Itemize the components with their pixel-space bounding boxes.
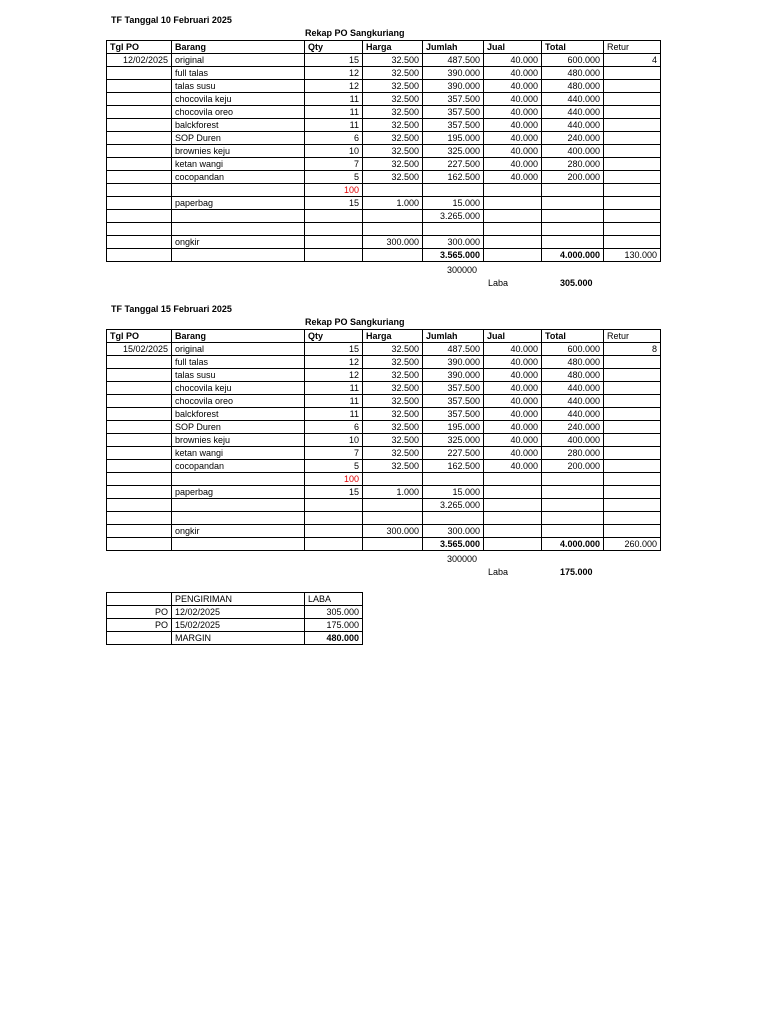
summary-header-laba: LABA (305, 593, 363, 606)
paperbag-jumlah: 15.000 (423, 486, 484, 499)
cell-qty: 12 (305, 369, 363, 382)
ongkir-jumlah: 300.000 (423, 236, 484, 249)
cell-tgl (107, 93, 172, 106)
cell-barang: full talas (172, 356, 305, 369)
cell-jumlah: 390.000 (423, 67, 484, 80)
table-row (107, 421, 661, 434)
table-row (107, 54, 661, 67)
cell-qty: 7 (305, 447, 363, 460)
empty-row (107, 223, 661, 236)
cell-jumlah: 390.000 (423, 80, 484, 93)
paperbag-row (107, 197, 661, 210)
summary-header-row (107, 593, 363, 606)
summary-row (107, 619, 363, 632)
cell-jumlah: 487.500 (423, 343, 484, 356)
cell-barang: ketan wangi (172, 447, 305, 460)
summary-prefix: PO (107, 606, 172, 619)
cell-jual: 40.000 (484, 67, 542, 80)
cell-retur (604, 447, 661, 460)
cell-total: 440.000 (542, 408, 604, 421)
po-table-body (107, 330, 661, 473)
cell-retur (604, 382, 661, 395)
cell-qty: 12 (305, 356, 363, 369)
cell-harga: 32.500 (363, 132, 423, 145)
cell-harga: 32.500 (363, 421, 423, 434)
cell-total: 480.000 (542, 369, 604, 382)
ongkir-label: ongkir (172, 236, 305, 249)
ongkir-label: ongkir (172, 525, 305, 538)
cell-tgl (107, 171, 172, 184)
table-row (107, 356, 661, 369)
cell-jual: 40.000 (484, 54, 542, 67)
cell-jual: 40.000 (484, 447, 542, 460)
cell-qty: 15 (305, 54, 363, 67)
margin-label: MARGIN (172, 632, 305, 645)
header-jumlah: Jumlah (423, 330, 484, 343)
grand-total-row (107, 249, 661, 262)
table-row (107, 93, 661, 106)
cell-harga: 32.500 (363, 447, 423, 460)
cell-qty: 11 (305, 408, 363, 421)
cell-jumlah: 325.000 (423, 145, 484, 158)
cell-qty: 6 (305, 421, 363, 434)
cell-retur (604, 119, 661, 132)
transfer-title: TF Tanggal 10 Februari 2025 (111, 15, 232, 25)
header-retur: Retur (604, 330, 661, 343)
grand-total: 3.565.000 (423, 249, 484, 262)
table-row (107, 434, 661, 447)
cell-retur (604, 80, 661, 93)
cell-jumlah: 357.500 (423, 93, 484, 106)
cell-jumlah: 487.500 (423, 54, 484, 67)
cell-harga: 32.500 (363, 395, 423, 408)
cell-jumlah: 357.500 (423, 382, 484, 395)
header-tgl-po: Tgl PO (107, 41, 172, 54)
cell-barang: SOP Duren (172, 421, 305, 434)
cell-qty: 11 (305, 93, 363, 106)
cell-jumlah: 357.500 (423, 408, 484, 421)
cell-qty: 5 (305, 460, 363, 473)
cell-jual: 40.000 (484, 421, 542, 434)
cell-barang: original (172, 343, 305, 356)
cell-retur (604, 434, 661, 447)
cell-retur (604, 369, 661, 382)
paperbag-jumlah: 15.000 (423, 197, 484, 210)
cell-tgl (107, 421, 172, 434)
po-table (106, 329, 661, 551)
cell-retur (604, 460, 661, 473)
cell-jumlah: 195.000 (423, 421, 484, 434)
cell-jual: 40.000 (484, 171, 542, 184)
summary-table (106, 592, 363, 645)
cell-tgl (107, 119, 172, 132)
summary-margin-row (107, 632, 363, 645)
cell-jual: 40.000 (484, 145, 542, 158)
cell-barang: chocovila keju (172, 382, 305, 395)
subtotal-row (107, 499, 661, 512)
cell-jumlah: 227.500 (423, 158, 484, 171)
cell-jumlah: 357.500 (423, 395, 484, 408)
summary-header-blank (107, 593, 172, 606)
cell-tgl: 15/02/2025 (107, 343, 172, 356)
cell-harga: 32.500 (363, 67, 423, 80)
summary-header-pengiriman: PENGIRIMAN (172, 593, 305, 606)
table-row (107, 67, 661, 80)
cell-harga: 32.500 (363, 145, 423, 158)
laba-value: 305.000 (560, 278, 593, 288)
cell-total: 440.000 (542, 395, 604, 408)
qty-total-row (107, 473, 661, 486)
table-header-row (107, 330, 661, 343)
table-row (107, 80, 661, 93)
table-row (107, 460, 661, 473)
cell-harga: 32.500 (363, 369, 423, 382)
cell-barang: original (172, 54, 305, 67)
cell-qty: 12 (305, 67, 363, 80)
cell-harga: 32.500 (363, 356, 423, 369)
cell-jumlah: 162.500 (423, 460, 484, 473)
header-qty: Qty (305, 330, 363, 343)
cell-total: 280.000 (542, 447, 604, 460)
cell-tgl (107, 460, 172, 473)
cell-harga: 32.500 (363, 54, 423, 67)
table-row (107, 158, 661, 171)
cell-qty: 5 (305, 171, 363, 184)
cell-harga: 32.500 (363, 106, 423, 119)
cell-total: 600.000 (542, 54, 604, 67)
margin-value: 480.000 (305, 632, 363, 645)
cell-total: 480.000 (542, 80, 604, 93)
header-harga: Harga (363, 41, 423, 54)
cell-tgl (107, 369, 172, 382)
cell-total: 200.000 (542, 460, 604, 473)
cell-jual: 40.000 (484, 460, 542, 473)
laba-value: 175.000 (560, 567, 593, 577)
subtotal-row (107, 210, 661, 223)
cell-harga: 32.500 (363, 382, 423, 395)
cell-tgl (107, 145, 172, 158)
cell-jumlah: 227.500 (423, 447, 484, 460)
header-harga: Harga (363, 330, 423, 343)
cell-tgl (107, 395, 172, 408)
paperbag-harga: 1.000 (363, 486, 423, 499)
cell-harga: 32.500 (363, 93, 423, 106)
cell-harga: 32.500 (363, 171, 423, 184)
cell-jual: 40.000 (484, 343, 542, 356)
cell-tgl: 12/02/2025 (107, 54, 172, 67)
cell-jumlah: 390.000 (423, 356, 484, 369)
cell-jual: 40.000 (484, 369, 542, 382)
summary-laba: 175.000 (305, 619, 363, 632)
cell-barang: brownies keju (172, 434, 305, 447)
paperbag-harga: 1.000 (363, 197, 423, 210)
cell-barang: chocovila oreo (172, 106, 305, 119)
cell-total: 480.000 (542, 67, 604, 80)
cell-barang: balckforest (172, 408, 305, 421)
cell-total: 240.000 (542, 421, 604, 434)
cell-jumlah: 325.000 (423, 434, 484, 447)
cell-barang: cocopandan (172, 460, 305, 473)
paperbag-qty: 15 (305, 197, 363, 210)
ongkir-row (107, 236, 661, 249)
below-value: 300000 (447, 554, 478, 564)
summary-laba: 305.000 (305, 606, 363, 619)
po-table-footer (107, 473, 661, 551)
cell-tgl (107, 408, 172, 421)
header-total: Total (542, 41, 604, 54)
table-row (107, 395, 661, 408)
po-table-body (107, 41, 661, 184)
cell-tgl (107, 106, 172, 119)
cell-barang: talas susu (172, 369, 305, 382)
cell-retur (604, 67, 661, 80)
retur-total: 260.000 (604, 538, 661, 551)
ongkir-row (107, 525, 661, 538)
cell-jual: 40.000 (484, 132, 542, 145)
cell-tgl (107, 434, 172, 447)
subtotal: 3.265.000 (423, 499, 484, 512)
rekap-title: Rekap PO Sangkuriang (305, 317, 405, 327)
cell-retur (604, 132, 661, 145)
cell-jumlah: 357.500 (423, 106, 484, 119)
cell-total: 600.000 (542, 343, 604, 356)
cell-barang: talas susu (172, 80, 305, 93)
cell-qty: 12 (305, 80, 363, 93)
table-row (107, 145, 661, 158)
cell-tgl (107, 158, 172, 171)
cell-total: 440.000 (542, 93, 604, 106)
cell-tgl (107, 67, 172, 80)
table-row (107, 171, 661, 184)
cell-barang: brownies keju (172, 145, 305, 158)
total-jual: 4.000.000 (542, 249, 604, 262)
cell-retur (604, 356, 661, 369)
cell-retur (604, 145, 661, 158)
po-table (106, 40, 661, 262)
rekap-title: Rekap PO Sangkuriang (305, 28, 405, 38)
po-table-footer (107, 184, 661, 262)
cell-qty: 11 (305, 395, 363, 408)
cell-qty: 10 (305, 434, 363, 447)
cell-tgl (107, 80, 172, 93)
cell-jual: 40.000 (484, 382, 542, 395)
header-retur: Retur (604, 41, 661, 54)
cell-total: 440.000 (542, 106, 604, 119)
cell-jual: 40.000 (484, 106, 542, 119)
table-row (107, 132, 661, 145)
total-jual: 4.000.000 (542, 538, 604, 551)
cell-jual: 40.000 (484, 119, 542, 132)
cell-retur (604, 93, 661, 106)
cell-harga: 32.500 (363, 408, 423, 421)
table-row (107, 408, 661, 421)
cell-jual: 40.000 (484, 434, 542, 447)
table-row (107, 343, 661, 356)
cell-retur: 8 (604, 343, 661, 356)
ongkir-harga: 300.000 (363, 525, 423, 538)
cell-barang: SOP Duren (172, 132, 305, 145)
cell-total: 280.000 (542, 158, 604, 171)
cell-jual: 40.000 (484, 80, 542, 93)
cell-qty: 11 (305, 106, 363, 119)
empty-row (107, 512, 661, 525)
paperbag-label: paperbag (172, 197, 305, 210)
cell-jumlah: 195.000 (423, 132, 484, 145)
table-row (107, 369, 661, 382)
qty-total: 100 (305, 473, 363, 486)
below-value: 300000 (447, 265, 478, 275)
cell-harga: 32.500 (363, 460, 423, 473)
cell-harga: 32.500 (363, 343, 423, 356)
cell-retur (604, 158, 661, 171)
cell-qty: 11 (305, 382, 363, 395)
cell-jumlah: 162.500 (423, 171, 484, 184)
cell-retur (604, 171, 661, 184)
cell-harga: 32.500 (363, 119, 423, 132)
summary-row (107, 606, 363, 619)
laba-label: Laba (488, 278, 509, 288)
laba-label: Laba (488, 567, 509, 577)
grand-total-row (107, 538, 661, 551)
cell-tgl (107, 132, 172, 145)
header-barang: Barang (172, 41, 305, 54)
subtotal: 3.265.000 (423, 210, 484, 223)
transfer-title: TF Tanggal 15 Februari 2025 (111, 304, 232, 314)
paperbag-qty: 15 (305, 486, 363, 499)
table-row (107, 106, 661, 119)
cell-barang: chocovila oreo (172, 395, 305, 408)
cell-retur (604, 106, 661, 119)
cell-qty: 11 (305, 119, 363, 132)
table-header-row (107, 41, 661, 54)
summary-pengiriman: 15/02/2025 (172, 619, 305, 632)
ongkir-jumlah: 300.000 (423, 525, 484, 538)
header-tgl-po: Tgl PO (107, 330, 172, 343)
header-jual: Jual (484, 41, 542, 54)
cell-qty: 15 (305, 343, 363, 356)
retur-total: 130.000 (604, 249, 661, 262)
header-barang: Barang (172, 330, 305, 343)
cell-total: 440.000 (542, 382, 604, 395)
header-jumlah: Jumlah (423, 41, 484, 54)
cell-jual: 40.000 (484, 93, 542, 106)
cell-jual: 40.000 (484, 408, 542, 421)
cell-tgl (107, 382, 172, 395)
table-row (107, 119, 661, 132)
paperbag-row (107, 486, 661, 499)
cell-retur (604, 408, 661, 421)
header-total: Total (542, 330, 604, 343)
cell-jual: 40.000 (484, 395, 542, 408)
summary-prefix: PO (107, 619, 172, 632)
cell-total: 480.000 (542, 356, 604, 369)
qty-total-row (107, 184, 661, 197)
qty-total: 100 (305, 184, 363, 197)
table-row (107, 382, 661, 395)
cell-tgl (107, 356, 172, 369)
cell-barang: balckforest (172, 119, 305, 132)
cell-qty: 7 (305, 158, 363, 171)
cell-retur (604, 421, 661, 434)
cell-jual: 40.000 (484, 158, 542, 171)
cell-qty: 10 (305, 145, 363, 158)
cell-retur (604, 395, 661, 408)
ongkir-harga: 300.000 (363, 236, 423, 249)
table-row (107, 447, 661, 460)
paperbag-label: paperbag (172, 486, 305, 499)
cell-total: 200.000 (542, 171, 604, 184)
cell-tgl (107, 447, 172, 460)
cell-total: 440.000 (542, 119, 604, 132)
header-qty: Qty (305, 41, 363, 54)
cell-jumlah: 390.000 (423, 369, 484, 382)
header-jual: Jual (484, 330, 542, 343)
cell-jual: 40.000 (484, 356, 542, 369)
cell-harga: 32.500 (363, 158, 423, 171)
cell-barang: chocovila keju (172, 93, 305, 106)
cell-qty: 6 (305, 132, 363, 145)
cell-total: 240.000 (542, 132, 604, 145)
cell-harga: 32.500 (363, 434, 423, 447)
cell-total: 400.000 (542, 434, 604, 447)
cell-jumlah: 357.500 (423, 119, 484, 132)
cell-retur: 4 (604, 54, 661, 67)
cell-barang: full talas (172, 67, 305, 80)
cell-barang: cocopandan (172, 171, 305, 184)
summary-pengiriman: 12/02/2025 (172, 606, 305, 619)
cell-harga: 32.500 (363, 80, 423, 93)
grand-total: 3.565.000 (423, 538, 484, 551)
cell-barang: ketan wangi (172, 158, 305, 171)
cell-total: 400.000 (542, 145, 604, 158)
